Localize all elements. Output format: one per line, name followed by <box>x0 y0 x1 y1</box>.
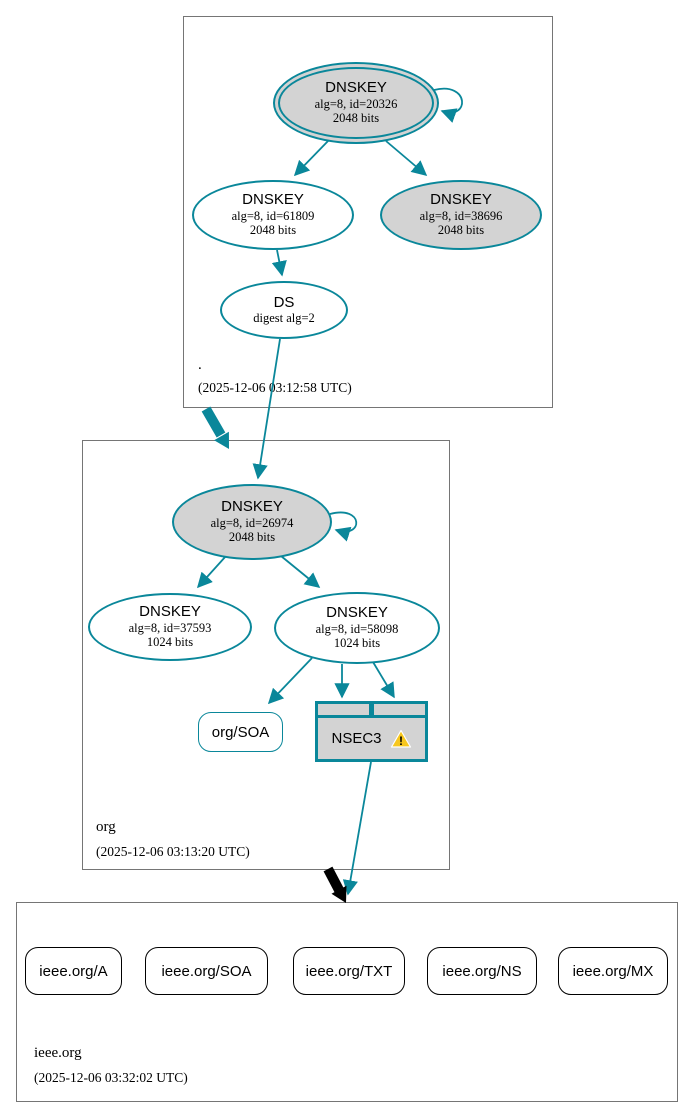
node-ieee-org-mx-rrset[interactable] <box>558 947 668 995</box>
node-alg: alg=8, id=26974 <box>210 515 294 530</box>
zone-timestamp-ieee-org: (2025-12-06 03:32:02 UTC) <box>34 1070 188 1085</box>
node-org-dnskey-37593[interactable] <box>88 593 252 661</box>
zone-box-ieee-org <box>16 902 678 1102</box>
node-title: DNSKEY <box>242 191 304 209</box>
node-alg: alg=8, id=38696 <box>419 208 503 223</box>
rrset-label: ieee.org/A <box>39 962 108 980</box>
warning-icon <box>390 729 412 749</box>
node-bits: 2048 bits <box>332 111 380 126</box>
rrset-label: org/SOA <box>211 723 270 741</box>
node-org-nsec3[interactable] <box>315 701 428 762</box>
node-title: DNSKEY <box>430 191 492 209</box>
zone-name-root: . <box>198 357 202 373</box>
node-ieee-org-a-rrset[interactable] <box>25 947 122 995</box>
node-alg: alg=8, id=20326 <box>314 96 398 111</box>
delegation-org-to-ieee-insecure <box>328 869 347 903</box>
node-title: DNSKEY <box>139 603 201 621</box>
node-bits: 1024 bits <box>146 635 194 650</box>
node-bits: 2048 bits <box>228 530 276 545</box>
node-title: DNSKEY <box>221 498 283 516</box>
node-bits: 2048 bits <box>437 223 485 238</box>
nsec3-label: NSEC3 <box>331 730 382 747</box>
node-alg: digest alg=2 <box>253 311 315 326</box>
rrset-label: ieee.org/TXT <box>305 962 393 980</box>
zone-name-ieee-org: ieee.org <box>34 1045 82 1061</box>
nsec3-cell-left <box>318 704 369 715</box>
rrset-label: ieee.org/NS <box>442 962 522 980</box>
node-alg: alg=8, id=37593 <box>128 620 212 635</box>
zone-timestamp-org: (2025-12-06 03:13:20 UTC) <box>96 844 250 859</box>
node-root-dnskey-38696[interactable] <box>380 180 542 250</box>
node-org-soa-rrset[interactable] <box>198 712 283 752</box>
zone-timestamp-root: (2025-12-06 03:12:58 UTC) <box>198 380 352 395</box>
node-title: DNSKEY <box>326 604 388 622</box>
warning-mark: ! <box>398 733 403 748</box>
rrset-label: ieee.org/MX <box>572 962 654 980</box>
node-root-ds[interactable] <box>220 281 348 339</box>
node-title: DNSKEY <box>325 79 387 97</box>
node-ieee-org-ns-rrset[interactable] <box>427 947 537 995</box>
node-root-dnskey-20326[interactable] <box>273 62 439 144</box>
node-alg: alg=8, id=61809 <box>231 208 315 223</box>
node-root-dnskey-61809[interactable] <box>192 180 354 250</box>
node-title: DS <box>273 293 295 311</box>
node-org-dnskey-58098[interactable] <box>274 592 440 664</box>
rrset-label: ieee.org/SOA <box>161 962 252 980</box>
nsec3-cell-right <box>374 704 425 715</box>
node-ieee-org-txt-rrset[interactable] <box>293 947 405 995</box>
nsec3-header-cells <box>318 704 425 715</box>
node-ieee-org-soa-rrset[interactable] <box>145 947 268 995</box>
zone-name-org: org <box>96 819 116 835</box>
node-alg: alg=8, id=58098 <box>315 621 399 636</box>
node-org-dnskey-26974[interactable] <box>172 484 332 560</box>
node-bits: 1024 bits <box>333 636 381 651</box>
node-bits: 2048 bits <box>249 223 297 238</box>
